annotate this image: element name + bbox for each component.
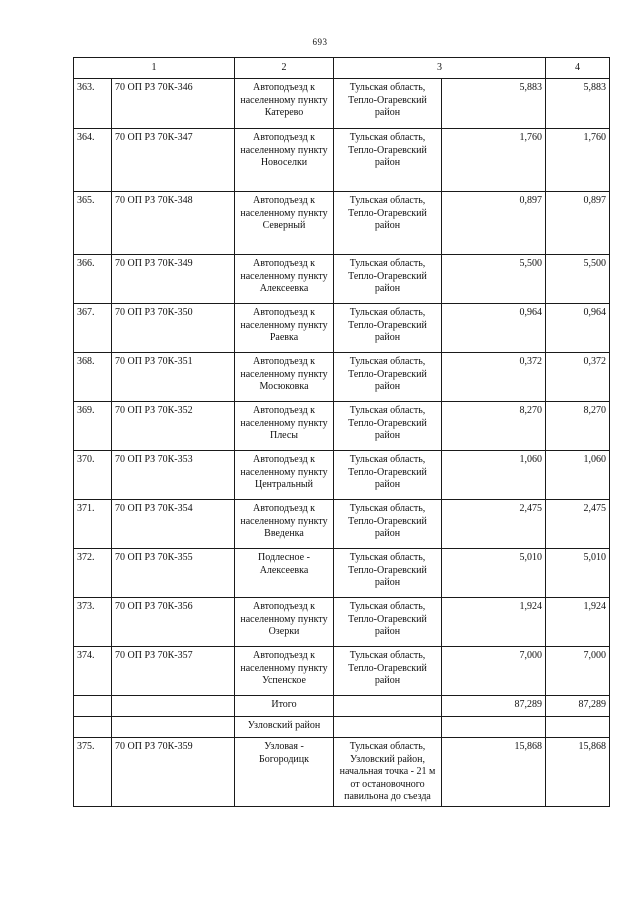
table-row xyxy=(74,304,610,353)
road-code: 70 ОП РЗ 70К-346 xyxy=(112,79,235,129)
row-number: 369. xyxy=(74,402,112,451)
road-name: Автоподъезд к населенному пункту Введенка xyxy=(235,500,334,549)
empty-cell xyxy=(112,717,235,738)
road-register-table xyxy=(73,57,610,807)
row-number: 370. xyxy=(74,451,112,500)
header-col-4: 4 xyxy=(546,58,610,79)
road-length: 1,924 xyxy=(442,598,546,647)
road-length: 1,060 xyxy=(442,451,546,500)
table-row xyxy=(74,738,610,807)
road-total: 1,760 xyxy=(546,129,610,192)
road-length: 0,897 xyxy=(442,192,546,255)
empty-cell xyxy=(546,717,610,738)
road-code: 70 ОП РЗ 70К-353 xyxy=(112,451,235,500)
road-total: 7,000 xyxy=(546,647,610,696)
table-row xyxy=(74,129,610,192)
road-length: 0,964 xyxy=(442,304,546,353)
road-code: 70 ОП РЗ 70К-359 xyxy=(112,738,235,807)
road-total: 15,868 xyxy=(546,738,610,807)
table-row xyxy=(74,500,610,549)
road-length: 5,010 xyxy=(442,549,546,598)
district-row xyxy=(74,717,610,738)
empty-cell xyxy=(74,696,112,717)
road-code: 70 ОП РЗ 70К-351 xyxy=(112,353,235,402)
road-code: 70 ОП РЗ 70К-355 xyxy=(112,549,235,598)
road-code: 70 ОП РЗ 70К-349 xyxy=(112,255,235,304)
road-code: 70 ОП РЗ 70К-357 xyxy=(112,647,235,696)
road-location: Тульская область, Тепло-Огаревский район xyxy=(334,192,442,255)
road-code: 70 ОП РЗ 70К-348 xyxy=(112,192,235,255)
header-col-3: 3 xyxy=(334,58,546,79)
road-code: 70 ОП РЗ 70К-354 xyxy=(112,500,235,549)
table-row xyxy=(74,647,610,696)
table-row xyxy=(74,192,610,255)
table-row xyxy=(74,549,610,598)
header-row xyxy=(74,58,610,79)
empty-cell xyxy=(442,717,546,738)
row-number: 365. xyxy=(74,192,112,255)
road-code: 70 ОП РЗ 70К-356 xyxy=(112,598,235,647)
district-label: Узловский район xyxy=(235,717,334,738)
road-name: Подлесное - Алексеевка xyxy=(235,549,334,598)
road-location: Тульская область, Тепло-Огаревский район xyxy=(334,255,442,304)
road-location: Тульская область, Тепло-Огаревский район xyxy=(334,500,442,549)
summary-label: Итого xyxy=(235,696,334,717)
road-location: Тульская область, Тепло-Огаревский район xyxy=(334,451,442,500)
road-name: Автоподъезд к населенному пункту Новоселки xyxy=(235,129,334,192)
road-location: Тульская область, Тепло-Огаревский район xyxy=(334,353,442,402)
empty-cell xyxy=(112,696,235,717)
table-row xyxy=(74,402,610,451)
road-location: Тульская область, Тепло-Огаревский район xyxy=(334,79,442,129)
summary-row xyxy=(74,696,610,717)
road-total: 0,372 xyxy=(546,353,610,402)
road-code: 70 ОП РЗ 70К-350 xyxy=(112,304,235,353)
header-col-2: 2 xyxy=(235,58,334,79)
table-row xyxy=(74,598,610,647)
road-name: Автоподъезд к населенному пункту Центральный xyxy=(235,451,334,500)
road-length: 15,868 xyxy=(442,738,546,807)
road-total: 8,270 xyxy=(546,402,610,451)
road-name: Автоподъезд к населенному пункту Северный xyxy=(235,192,334,255)
road-name: Автоподъезд к населенному пункту Раевка xyxy=(235,304,334,353)
road-total: 2,475 xyxy=(546,500,610,549)
summary-total: 87,289 xyxy=(546,696,610,717)
header-col-1: 1 xyxy=(74,58,235,79)
road-name: Автоподъезд к населенному пункту Успенское xyxy=(235,647,334,696)
road-name: Автоподъезд к населенному пункту Алексеевка xyxy=(235,255,334,304)
road-length: 0,372 xyxy=(442,353,546,402)
road-length: 5,500 xyxy=(442,255,546,304)
road-length: 1,760 xyxy=(442,129,546,192)
road-name: Автоподъезд к населенному пункту Мосюковка xyxy=(235,353,334,402)
row-number: 363. xyxy=(74,79,112,129)
road-total: 0,964 xyxy=(546,304,610,353)
table-row xyxy=(74,255,610,304)
row-number: 364. xyxy=(74,129,112,192)
road-location: Тульская область, Тепло-Огаревский район xyxy=(334,304,442,353)
road-location: Тульская область, Тепло-Огаревский район xyxy=(334,549,442,598)
road-total: 5,883 xyxy=(546,79,610,129)
road-name: Автоподъезд к населенному пункту Озерки xyxy=(235,598,334,647)
row-number: 367. xyxy=(74,304,112,353)
road-location: Тульская область, Тепло-Огаревский район xyxy=(334,647,442,696)
road-location: Тульская область, Узловский район, начальная точка - 21 м от остановочного павильона до съезда xyxy=(334,738,442,807)
row-number: 374. xyxy=(74,647,112,696)
row-number: 372. xyxy=(74,549,112,598)
road-location: Тульская область, Тепло-Огаревский район xyxy=(334,402,442,451)
road-name: Автоподъезд к населенному пункту Катерево xyxy=(235,79,334,129)
road-length: 8,270 xyxy=(442,402,546,451)
table-row xyxy=(74,79,610,129)
road-name: Автоподъезд к населенному пункту Плесы xyxy=(235,402,334,451)
road-location: Тульская область, Тепло-Огаревский район xyxy=(334,598,442,647)
row-number: 368. xyxy=(74,353,112,402)
table-row xyxy=(74,353,610,402)
row-number: 371. xyxy=(74,500,112,549)
row-number: 366. xyxy=(74,255,112,304)
table-row xyxy=(74,451,610,500)
road-total: 5,500 xyxy=(546,255,610,304)
road-length: 7,000 xyxy=(442,647,546,696)
road-code: 70 ОП РЗ 70К-352 xyxy=(112,402,235,451)
row-number: 373. xyxy=(74,598,112,647)
empty-cell xyxy=(74,717,112,738)
road-length: 5,883 xyxy=(442,79,546,129)
empty-cell xyxy=(334,717,442,738)
row-number: 375. xyxy=(74,738,112,807)
road-name: Узловая - Богородицк xyxy=(235,738,334,807)
road-length: 2,475 xyxy=(442,500,546,549)
summary-length: 87,289 xyxy=(442,696,546,717)
road-total: 0,897 xyxy=(546,192,610,255)
road-total: 1,060 xyxy=(546,451,610,500)
empty-cell xyxy=(334,696,442,717)
page-number: 693 xyxy=(312,37,328,47)
road-code: 70 ОП РЗ 70К-347 xyxy=(112,129,235,192)
road-total: 1,924 xyxy=(546,598,610,647)
road-location: Тульская область, Тепло-Огаревский район xyxy=(334,129,442,192)
road-total: 5,010 xyxy=(546,549,610,598)
